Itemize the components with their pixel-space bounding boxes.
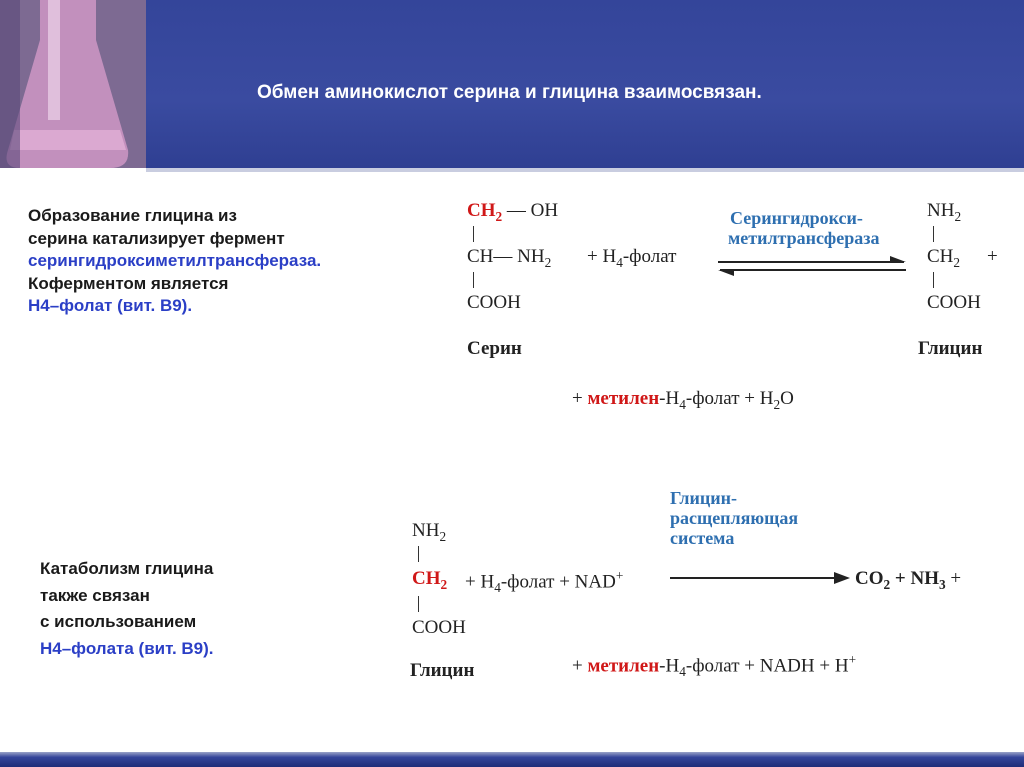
enzyme-label-2: Глицин- расщепляющая система xyxy=(670,488,799,548)
bond-line xyxy=(418,596,419,612)
page-title: Обмен аминокислот серина и глицина взаимосвязан. xyxy=(257,82,762,103)
coenzyme-name: Н4–фолат (вит. В9). xyxy=(28,296,193,315)
header-divider xyxy=(146,168,1024,172)
enzyme-label-1: Серингидрокси- метилтрансфераза xyxy=(728,208,880,248)
serine-label: Серин xyxy=(467,338,522,359)
glycine-ch2: $CH_2$ xyxy=(412,568,448,592)
reaction1-products: + метилен-$H_4$-фолат + $H_2O$ xyxy=(572,388,794,412)
glycine-nh2: $NH_2$ xyxy=(927,200,962,224)
reversible-arrow-icon xyxy=(714,254,910,278)
text-line: Катаболизм глицина xyxy=(40,559,214,578)
glycine-ch2: $CH_2$ xyxy=(927,246,961,270)
flask-icon xyxy=(0,0,146,168)
serine-oh: — OH xyxy=(506,200,559,221)
text-line: Коферментом является xyxy=(28,273,229,293)
flask-image xyxy=(0,0,146,168)
glycine-label: Глицин xyxy=(410,660,475,681)
text-line: Образование глицина из xyxy=(28,206,237,225)
reaction2-main-products: $CO_2 + NH_3$ + xyxy=(855,568,962,592)
text-line: серина катализирует фермент xyxy=(28,228,285,248)
plus-sign: + xyxy=(987,246,998,267)
left-text-block-1 xyxy=(28,205,321,318)
bond-line xyxy=(933,272,934,288)
methylene-label: метилен xyxy=(587,388,660,409)
serine-ch-row: CH— $NH_2$ xyxy=(467,246,552,270)
enzyme-name: серингидроксиметилтрансфераза. xyxy=(28,251,322,270)
bond-line xyxy=(473,226,474,242)
glycine-cooh: COOH xyxy=(927,292,981,313)
serine-cooh: COOH xyxy=(467,292,521,313)
left-text-block-2 xyxy=(40,558,214,660)
arrow-right-icon xyxy=(668,570,852,586)
text-line: с использованием xyxy=(40,612,197,631)
methylene-label: метилен xyxy=(587,655,660,677)
coenzyme-name: Н4–фолата (вит. В9). xyxy=(40,638,214,658)
footer-bar xyxy=(0,752,1024,767)
text-line: также связан xyxy=(40,585,150,605)
glycine-label: Глицин xyxy=(918,338,983,359)
glycine-nh2: $NH_2$ xyxy=(412,520,447,544)
bond-line xyxy=(933,226,934,242)
serine-ch2: $CH_2$ xyxy=(467,200,503,224)
reaction2-reactants: + $H_4$-фолат + NAD+ xyxy=(465,568,624,596)
reaction2-products: + метилен-$H_4$-фолат + NADH + H+ xyxy=(572,652,857,680)
bond-line xyxy=(418,546,419,562)
serine-ch2-row xyxy=(467,200,558,225)
glycine-cooh: COOH xyxy=(412,617,466,638)
h4-folate-reactant: + $H_4$-фолат xyxy=(587,246,677,270)
bond-line xyxy=(473,272,474,288)
